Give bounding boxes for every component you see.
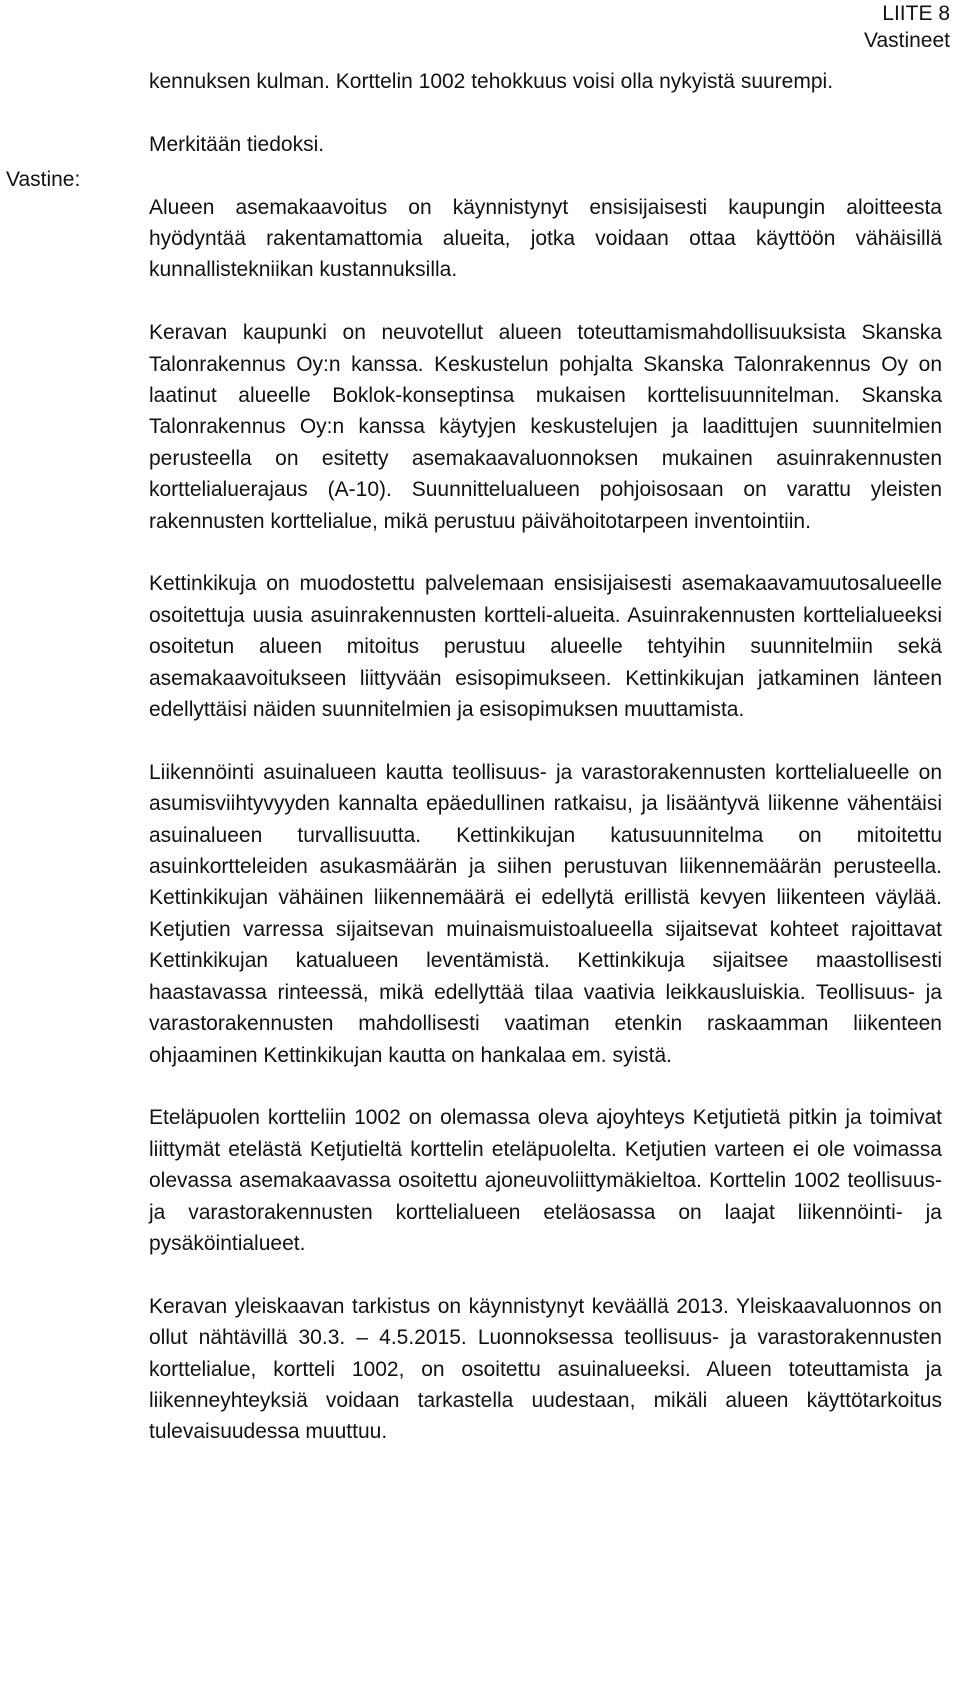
paragraph-response-note: Merkitään tiedoksi. [149,132,325,156]
paragraph: Kettinkikuja on muodostettu palvelemaan ensisijaisesti asemakaavamuutosalueelle osoitettuja uusia asuinrakennusten kortteli-alueita. Asuinrakennusten korttelialueeksi osoitetun alueen mitoitus perustuu alueelle tehtyihin suunnitelmiin sekä asemakaavoitukseen liittyvään esisopimukseen. Kettinkikujan jatkaminen länteen edellyttäisi näiden suunnitelmien ja esisopimuksen muuttamista. [149,572,942,722]
paragraph: Keravan yleiskaavan tarkistus on käynnistynyt keväällä 2013. Yleiskaavaluonnos on ollut nähtävillä 30.3. – 4.5.2015. Luonnoksessa teollisuus- ja varastorakennusten korttelialue, kortteli 1002, on osoitettu asuinalueeksi. Alueen toteuttamista ja liikenneyhteyksiä voidaan tarkastella uudestaan, mikäli alueen käyttötarkoitus tulevaisuudessa muuttuu. [149,1294,942,1444]
page-header [864,0,950,54]
document-subtitle: Vastineet [864,29,950,52]
paragraph-continued: kennuksen kulman. Korttelin 1002 tehokkuus voisi olla nykyistä suurempi. [149,70,834,93]
paragraph: Alueen asemakaavoitus on käynnistynyt ensisijaisesti kaupungin aloitteesta hyödyntää rakentamattomia alueita, jotka voidaan ottaa käyttöön vähäisillä kunnallistekniikan kustannuksilla. [149,195,942,282]
document-body [149,66,942,1479]
paragraph: Eteläpuolen kortteliin 1002 on olemassa oleva ajoyhteys Ketjutietä pitkin ja toimivat liittymät etelästä Ketjutieltä korttelin eteläpuolelta. Ketjutien varteen ei ole voimassa olevassa asemakaavassa osoitettu ajoneuvoliittymäkieltoa. Korttelin 1002 teollisuus- ja varastorakennusten korttelialueen eteläosassa on laajat liikennöinti- ja pysäköintialueet. [149,1106,942,1255]
paragraph: Liikennöinti asuinalueen kautta teollisuus- ja varastorakennusten korttelialueelle on asumisviihtyvyyden kannalta epäedullinen ratkaisu, ja lisääntyvä liikenne vähentäisi asuinalueen turvallisuutta. Kettinkikujan katusuunnitelma on mitoitettu asuinkortteleiden asukasmäärän ja siihen perustuvan liikennemäärän perusteella. Kettinkikujan vähäinen liikennemäärä ei edellytä erillistä kevyen liikenteen väylää. Ketjutien varressa sijaitsevan muinaismuistoalueella sijaitsevat kohteet rajoittavat Kettinkikujan katualueen leventämistä. Kettinkikuja sijaitsee maastollisesti haastavassa rinteessä, mikä edellyttää tilaa vaativia leikkausluiskia. Teollisuus- ja varastorakennusten mahdollisesti vaatiman etenkin raskaamman liikenteen ohjaaminen Kettinkikujan kautta on hankalaa em. syistä. [149,760,942,1067]
response-label: Vastine: [6,168,81,191]
appendix-label: LIITE 8 [882,2,950,25]
paragraph: Keravan kaupunki on neuvotellut alueen toteuttamismahdollisuuksista Skanska Talonrakennus Oy:n kanssa. Keskustelun pohjalta Skanska Talonrakennus Oy on laatinut alueelle Boklok-konseptinsa mukaisen korttelisuunnitelman. Skanska Talonrakennus Oy:n kanssa käytyjen keskustelujen ja laadittujen suunnitelmien perusteella on esitetty asemakaavaluonnoksen mukainen asuinrakennusten korttelialuerajaus (A-10). Suunnittelualueen pohjoisosaan on varattu yleisten rakennusten korttelialue, mikä perustuu päivähoitotarpeen inventointiin. [149,321,942,533]
